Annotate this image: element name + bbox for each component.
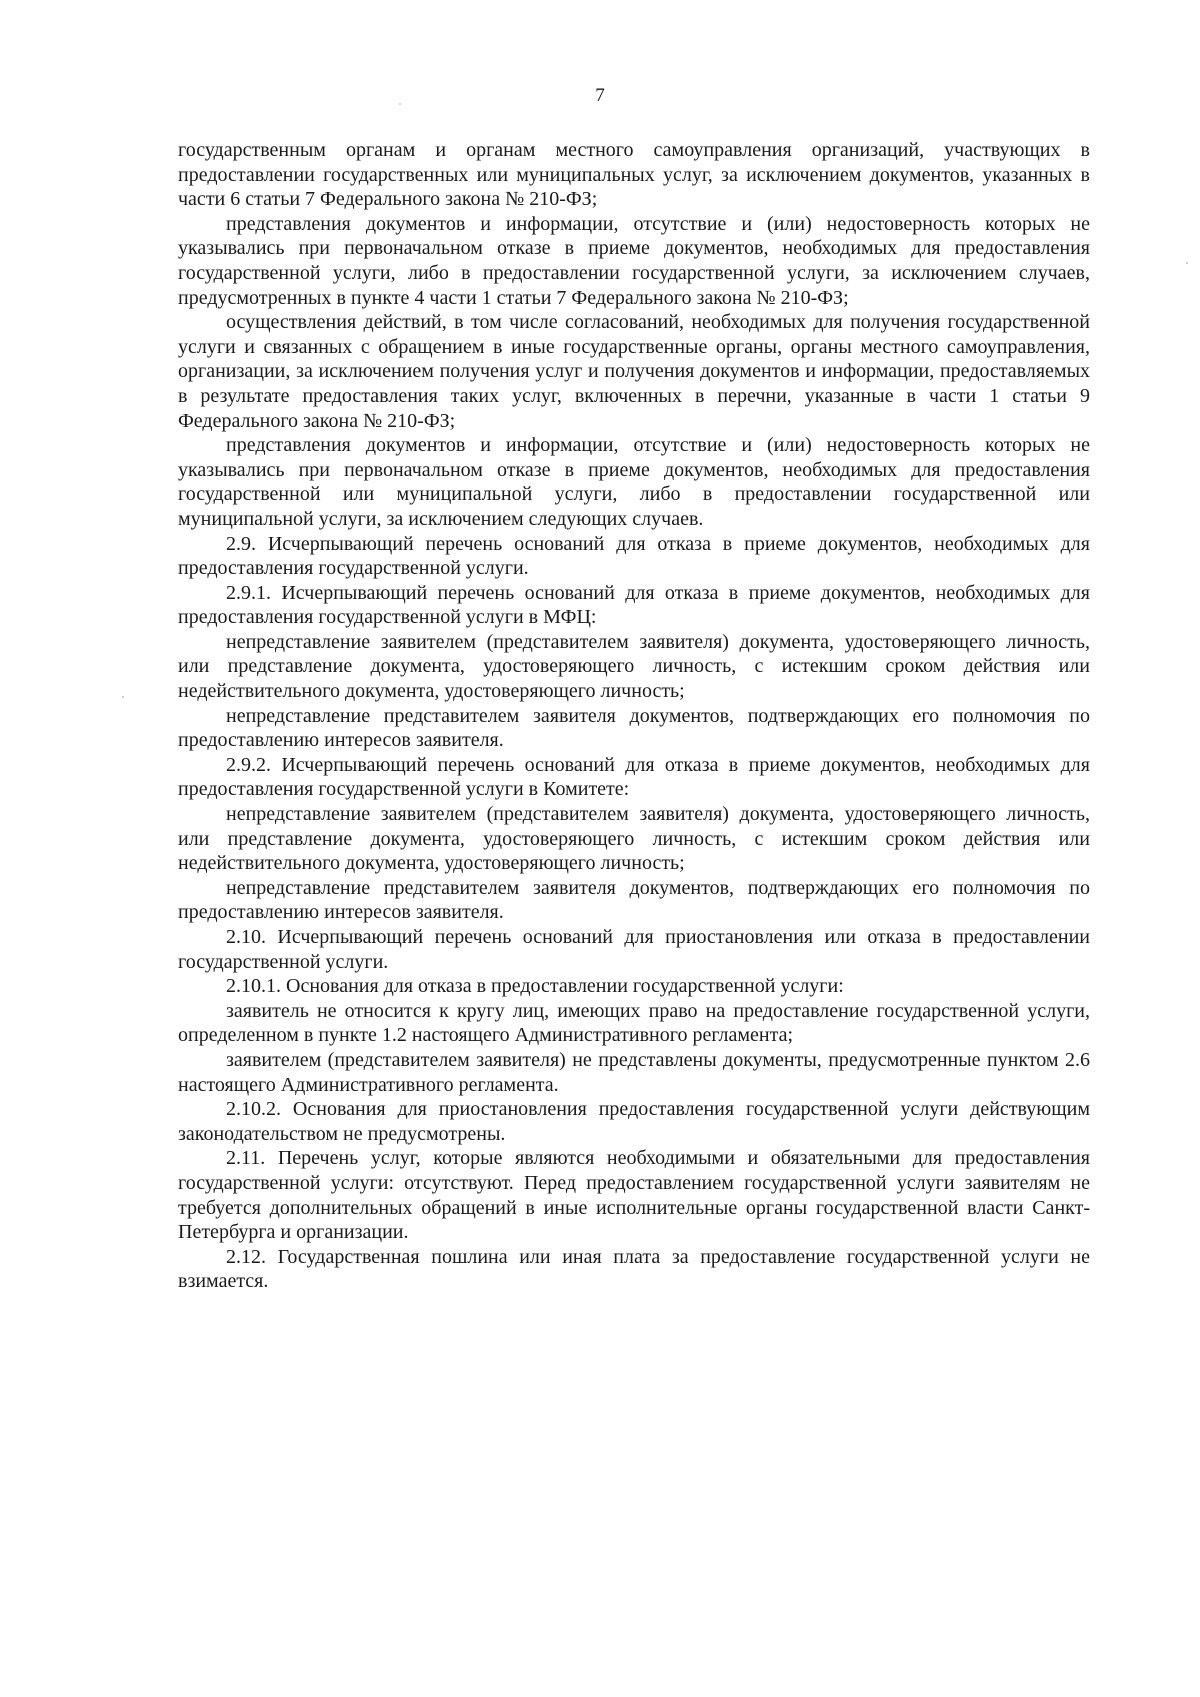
paragraph: осуществления действий, в том числе согласований, необходимых для получения государственной услуги и связанных с обращением в иные государственные органы, органы местного самоуправления, организации, за исключением получения услуг и получения документов и информации, предоставляемых в результате предоставления таких услуг, включенных в перечни, указанные в части 1 статьи 9 Федерального закона № 210-ФЗ;	[178, 311, 1090, 432]
paragraph: представления документов и информации, отсутствие и (или) недостоверность которых не указывались при первоначальном отказе в приеме документов, необходимых для предоставления государственной услуги, либо в предоставлении государственной услуги, за исключением случаев, предусмотренных в пункте 4 части 1 статьи 7 Федерального закона № 210-ФЗ;	[178, 212, 1090, 309]
paragraph: непредставление заявителем (представителем заявителя) документа, удостоверяющего личность, или представление документа, удостоверяющего личность, с истекшим сроком действия или недействительного документа, удостоверяющего личность;	[178, 630, 1090, 703]
scan-speck	[399, 103, 401, 105]
document-body	[178, 138, 1090, 1294]
paragraph: 2.10.1. Основания для отказа в предоставлении государственной услуги:	[226, 975, 844, 998]
paragraph: заявитель не относится к кругу лиц, имеющих право на предоставление государственной услуги, определенном в пункте 1.2 настоящего Административного регламента;	[178, 999, 1090, 1047]
paragraph: 2.9.1. Исчерпывающий перечень оснований для отказа в приеме документов, необходимых для предоставления государственной услуги в МФЦ:	[178, 581, 1090, 629]
paragraph: непредставление представителем заявителя документов, подтверждающих его полномочия по предоставлению интересов заявителя.	[178, 876, 1090, 924]
paragraph: непредставление заявителем (представителем заявителя) документа, удостоверяющего личность, или представление документа, удостоверяющего личность, с истекшим сроком действия или недействительного документа, удостоверяющего личность;	[178, 803, 1090, 875]
paragraph: государственным органам и органам местного самоуправления организаций, участвующих в предоставлении государственных или муниципальных услуг, за исключением документов, указанных в части 6 статьи 7 Федерального закона № 210-ФЗ;	[178, 139, 1090, 211]
page-number: 7	[595, 85, 605, 106]
paragraph: 2.10. Исчерпывающий перечень оснований для приостановления или отказа в предоставлении государственной услуги.	[178, 926, 1090, 973]
paragraph: заявителем (представителем заявителя) не представлены документы, предусмотренные пунктом 2.6 настоящего Административного регламента.	[178, 1048, 1090, 1096]
paragraph: 2.9.2. Исчерпывающий перечень оснований для отказа в приеме документов, необходимых для предоставления государственной услуги в Комитете:	[178, 753, 1090, 801]
scan-speck	[1186, 262, 1188, 264]
paragraph: 2.12. Государственная пошлина или иная плата за предоставление государственной услуги не взимается.	[178, 1245, 1090, 1293]
scan-speck	[122, 696, 124, 698]
paragraph: 2.10.2. Основания для приостановления предоставления государственной услуги действующим законодательством не предусмотрены.	[178, 1098, 1090, 1145]
paragraph: непредставление представителем заявителя документов, подтверждающих его полномочия по предоставлению интересов заявителя.	[178, 704, 1090, 752]
paragraph: 2.11. Перечень услуг, которые являются необходимыми и обязательными для предоставления государственной услуги: отсутствуют. Перед предоставлением государственной услуги заявителям не требуется дополнительных обращений в иные исполнительные органы государственной власти Санкт-Петербурга и организации.	[178, 1147, 1090, 1244]
paragraph: представления документов и информации, отсутствие и (или) недостоверность которых не указывались при первоначальном отказе в приеме документов, необходимых для предоставления государственной или муниципальной услуги, либо в предоставлении государственной или муниципальной услуги, за исключением следующих случаев.	[178, 434, 1090, 530]
paragraph: 2.9. Исчерпывающий перечень оснований для отказа в приеме документов, необходимых для предоставления государственной услуги.	[178, 532, 1090, 580]
